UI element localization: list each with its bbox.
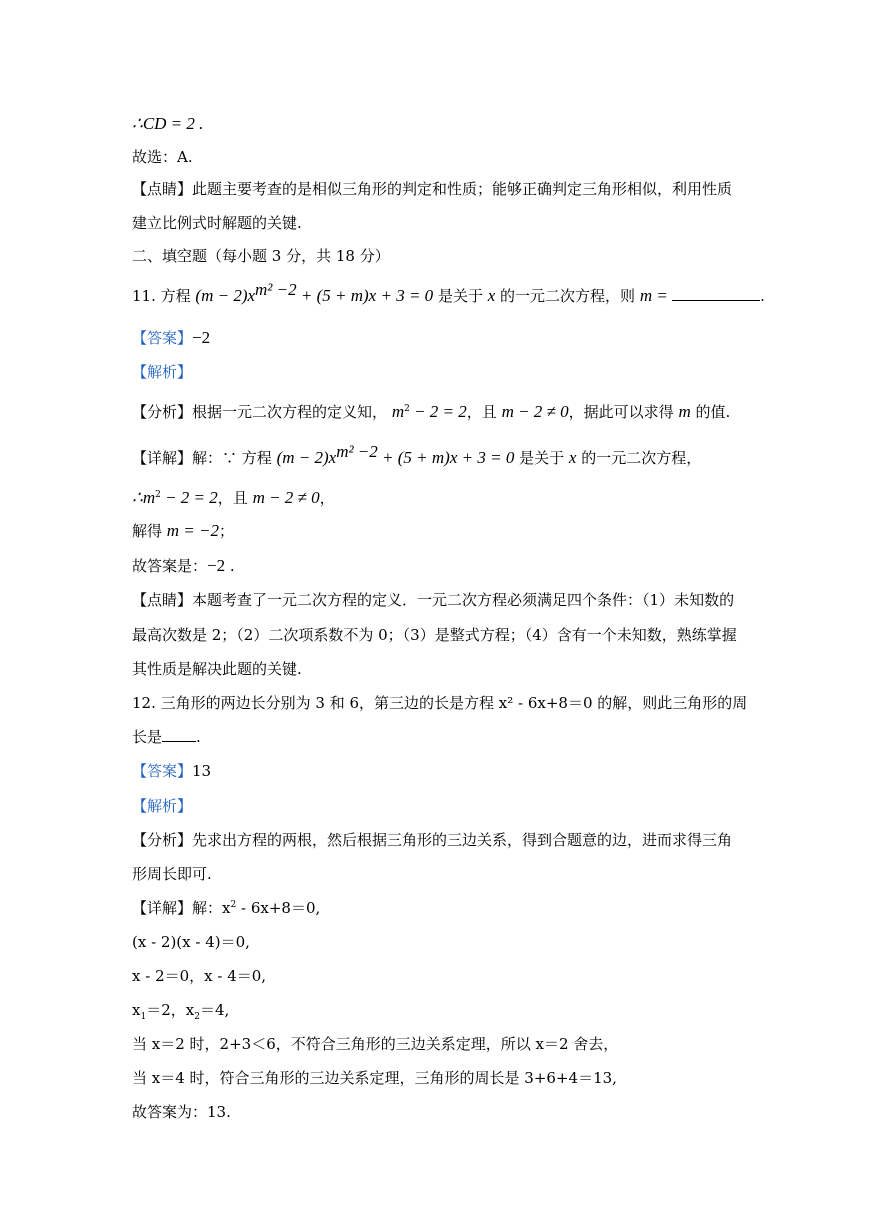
step-12-3: $x_1=2$，$x_2=4$,: [132, 1001, 230, 1022]
step-12-4: 当 x＝2 时，2+3＜6，不符合三角形的三边关系定理，所以 x＝2 舍去，: [132, 1035, 619, 1053]
step-11-3: 故答案是：−2 .: [132, 556, 235, 575]
fenxi-12-cont: 形周长即可.: [132, 865, 212, 883]
section-heading: 二、填空题（每小题 3 分，共 18 分）: [132, 247, 390, 265]
answer-11: 【答案】−2: [132, 328, 211, 347]
xiangjie-12: 【详解】解：$x^2 - 6x+8=0$,: [132, 899, 321, 917]
jiexi-12: 【解析】: [132, 797, 193, 815]
line-choice: 故选：A.: [132, 148, 193, 166]
jiexi-11: 【解析】: [132, 363, 193, 381]
step-12-2: x - 2＝0，x - 4＝0,: [132, 967, 267, 985]
question-12-cont: 长是 .: [132, 728, 201, 746]
question-12: 12. 三角形的两边长分别为 3 和 6，第三边的长是方程 x² - 6x+8＝0 的解，则此三角形的周: [132, 694, 748, 712]
line-cd: ∴CD = 2 .: [132, 114, 204, 133]
dianjing-11-cont-1: 最高次数是 2；（2）二次项系数不为 0；（3）是整式方程；（4）含有一个未知数，熟练掌握: [132, 626, 737, 644]
line-dianjing-10-cont: 建立比例式时解题的关键.: [132, 214, 302, 232]
step-12-6: 故答案为：13.: [132, 1103, 231, 1121]
question-11: 11. 方程 $(m - 2)x^{m^2 -2} + (5 + m)x + 3 = 0$ 是关于 x 的一元二次方程，则 m = .: [132, 280, 765, 305]
dianjing-11-cont-2: 其性质是解决此题的关键.: [132, 660, 302, 678]
step-12-5: 当 x＝4 时，符合三角形的三边关系定理，三角形的周长是 3+6+4＝13,: [132, 1069, 617, 1087]
answer-12: 【答案】13: [132, 762, 212, 780]
xiangjie-11: 【详解】解：∵ 方程 $(m - 2)x^{m^2 -2} + (5 + m)x + 3 = 0$ 是关于 x 的一元二次方程，: [132, 442, 702, 467]
answer-blank: [162, 727, 196, 742]
dianjing-11: 【点睛】本题考查了一元二次方程的定义．一元二次方程必须满足四个条件：（1）未知数的: [132, 591, 735, 609]
fenxi-11: 【分析】根据一元二次方程的定义知， $m^2 - 2 = 2$，且 m − 2 ≠ 0，据此可以求得 m 的值.: [132, 402, 731, 421]
step-11-2: 解得 m = −2；: [132, 521, 235, 540]
answer-blank: [672, 286, 760, 301]
step-12-1: (x - 2)(x - 4)＝0,: [132, 933, 250, 951]
line-dianjing-10: 【点睛】此题主要考查的是相似三角形的判定和性质；能够正确判定三角形相似，利用性质: [132, 180, 733, 198]
fenxi-12: 【分析】先求出方程的两根，然后根据三角形的三边关系，得到合题意的边，进而求得三角: [132, 831, 733, 849]
step-11-1: $\therefore m^2 - 2 = 2$，且 m − 2 ≠ 0，: [132, 488, 335, 507]
